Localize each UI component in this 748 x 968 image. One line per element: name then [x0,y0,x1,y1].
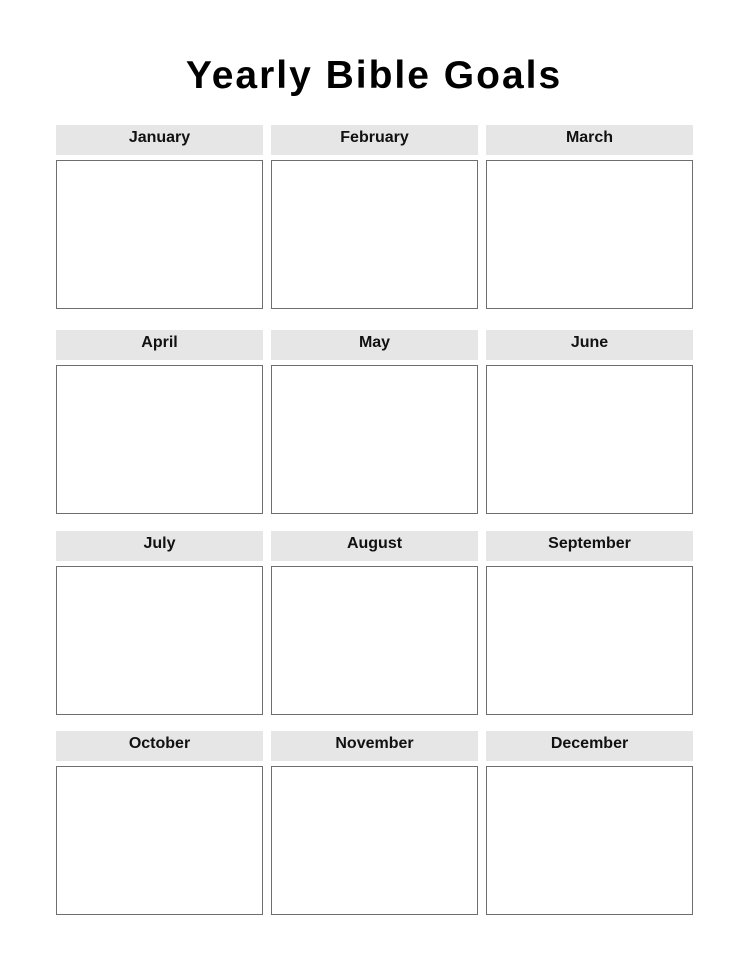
month-block [486,531,693,561]
month-goals-box[interactable] [271,766,478,915]
month-goals-box[interactable] [486,160,693,309]
month-block [271,531,478,561]
month-goals-box[interactable] [56,766,263,915]
month-block [486,330,693,360]
month-goals-box[interactable] [271,365,478,514]
month-header: May [271,330,478,360]
month-header: December [486,731,693,761]
month-header: August [271,531,478,561]
month-goals-box[interactable] [486,566,693,715]
month-header: April [56,330,263,360]
month-goals-box[interactable] [56,160,263,309]
month-block [56,125,263,155]
month-header: February [271,125,478,155]
month-block [486,125,693,155]
month-header: October [56,731,263,761]
month-goals-box[interactable] [486,766,693,915]
month-header: January [56,125,263,155]
month-block [486,731,693,761]
page-title: Yearly Bible Goals [185,54,563,97]
month-goals-box[interactable] [271,160,478,309]
month-header: September [486,531,693,561]
month-block [271,731,478,761]
month-goals-box[interactable] [486,365,693,514]
month-goals-box[interactable] [56,566,263,715]
month-header: July [56,531,263,561]
month-block [271,330,478,360]
month-goals-box[interactable] [271,566,478,715]
month-block [56,531,263,561]
month-block [271,125,478,155]
month-header: June [486,330,693,360]
month-header: November [271,731,478,761]
month-block [56,731,263,761]
month-header: March [486,125,693,155]
month-goals-box[interactable] [56,365,263,514]
month-block [56,330,263,360]
